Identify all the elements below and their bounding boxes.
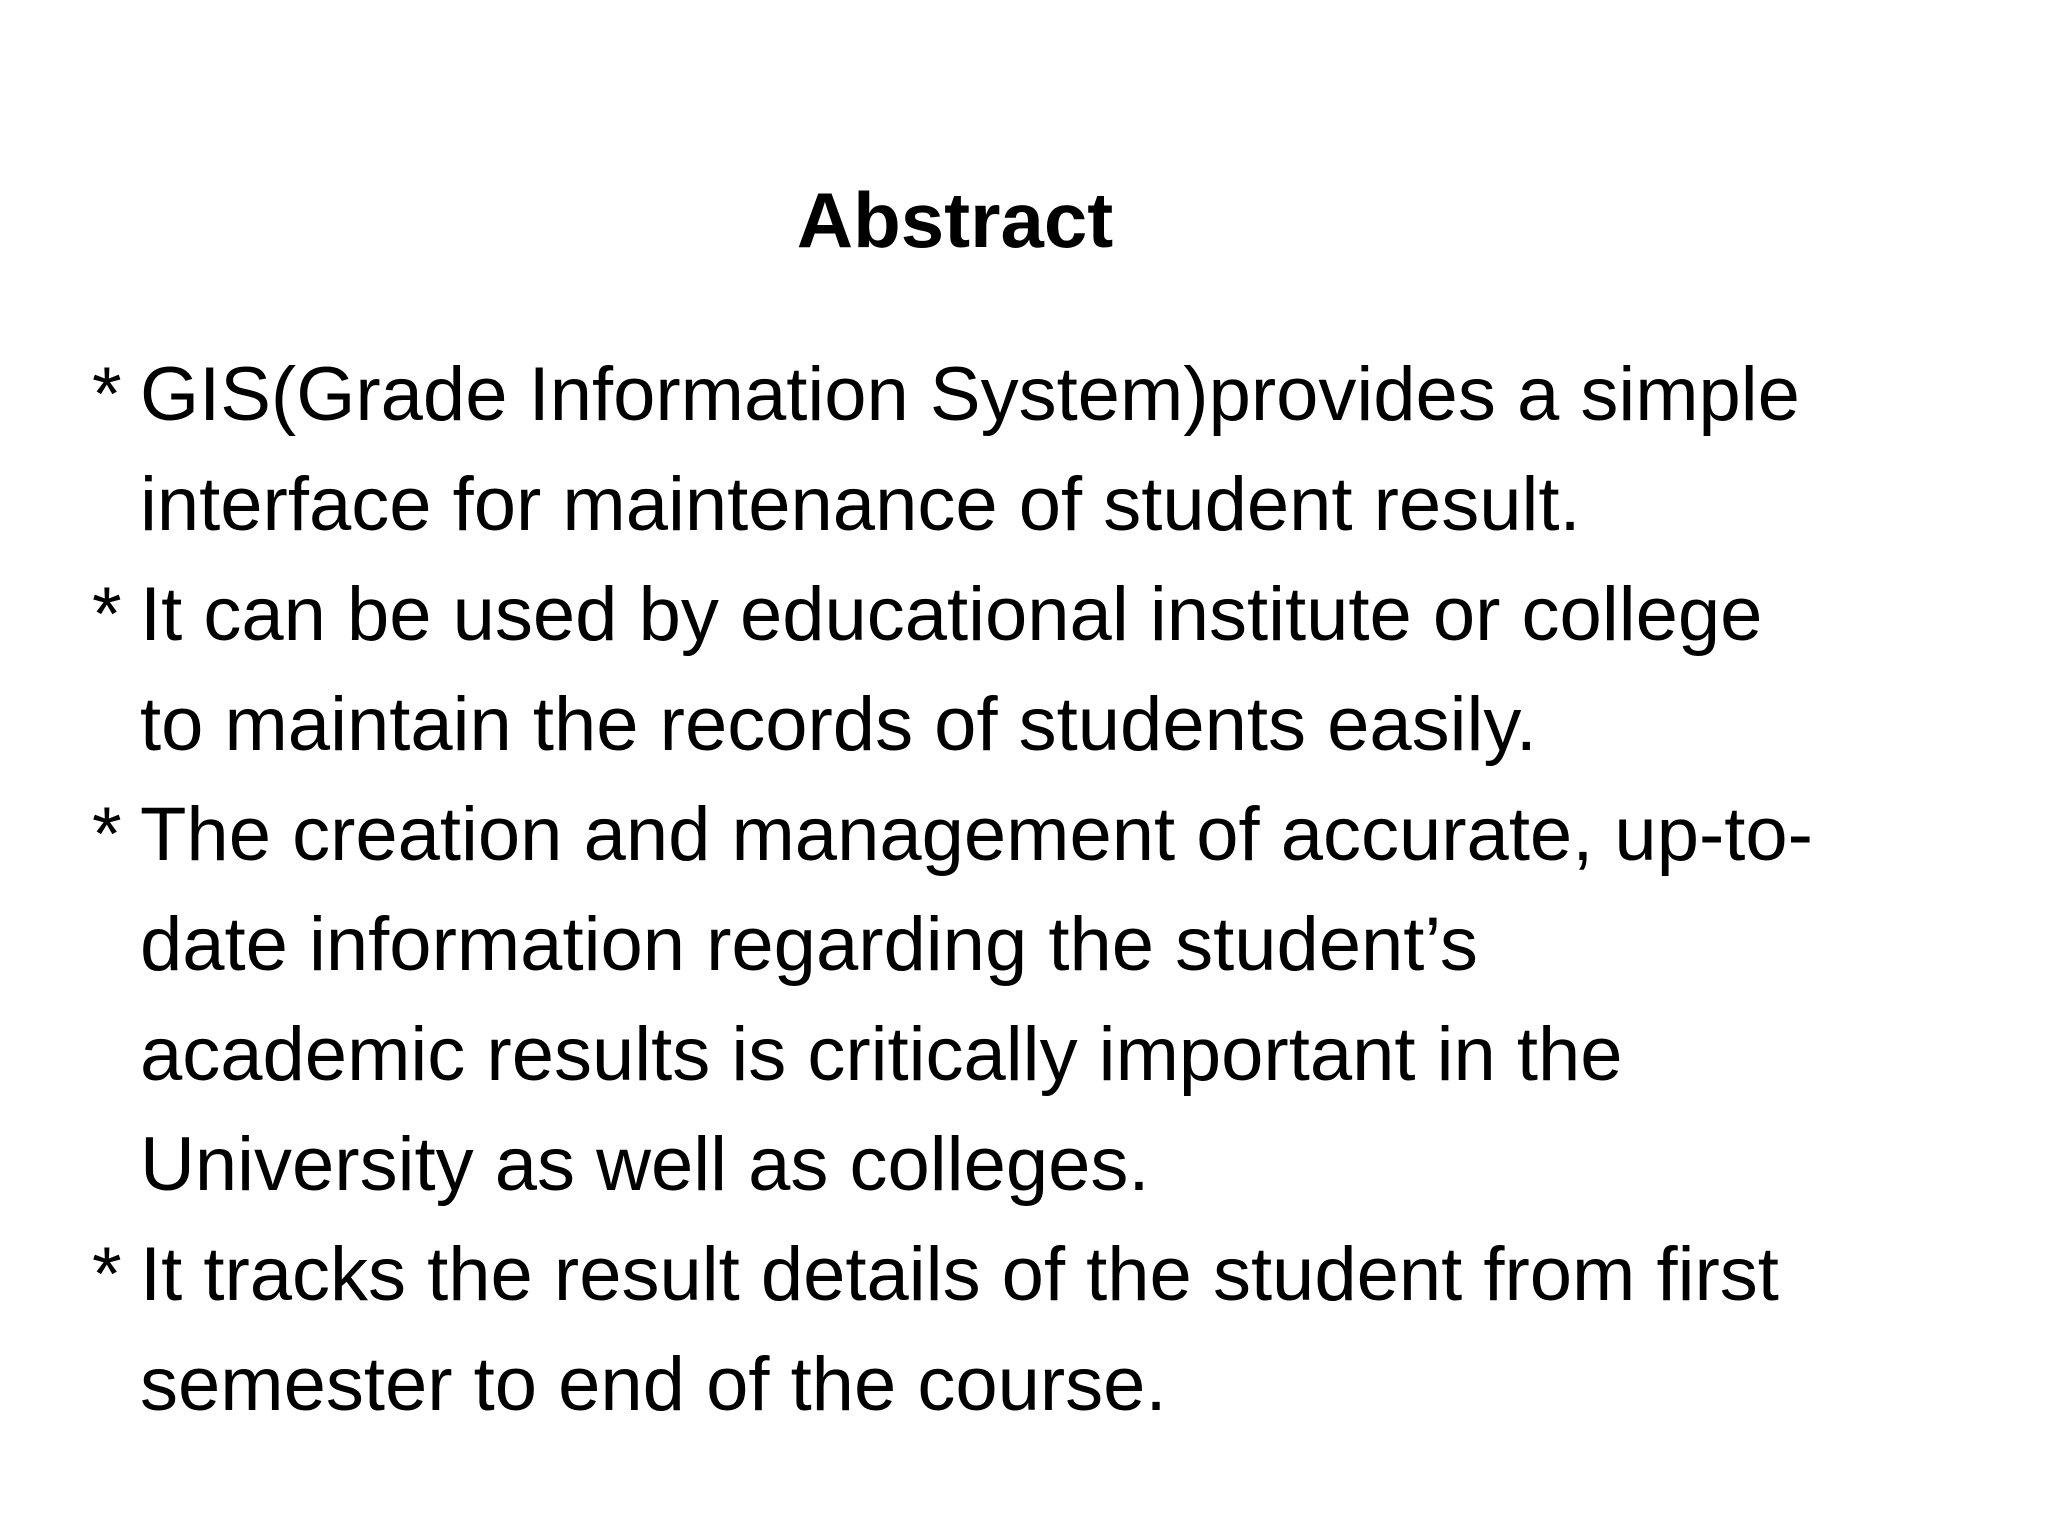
bullet-marker: *: [92, 1232, 122, 1317]
bullet-marker: *: [92, 792, 122, 877]
bullet-line: It tracks the result details of the student from first: [140, 1232, 1779, 1317]
bullet-marker: *: [92, 572, 122, 657]
bullet-line: GIS(Grade Information System)provides a simple: [140, 352, 1800, 437]
bullet-item: [92, 1220, 2022, 1440]
slide-title: Abstract: [796, 176, 1114, 264]
bullet-line: date information regarding the student’s: [140, 902, 1478, 987]
bullet-item: [92, 780, 2022, 1220]
bullet-text: [132, 560, 2000, 780]
bullet-line: interface for maintenance of student result.: [140, 462, 1581, 547]
bullet-item: [92, 560, 2022, 780]
bullet-marker: *: [92, 352, 122, 437]
bullet-line: The creation and management of accurate, up-to-: [140, 792, 1813, 877]
bullet-line: to maintain the records of students easily.: [140, 682, 1537, 767]
bullet-text: [132, 1220, 2000, 1440]
bullet-line: semester to end of the course.: [140, 1342, 1167, 1427]
bullet-line: It can be used by educational institute or college: [140, 572, 1763, 657]
bullet-line: academic results is critically important in the: [140, 1012, 1623, 1097]
bullet-text: [132, 780, 2000, 1220]
bullet-line: University as well as colleges.: [140, 1122, 1150, 1207]
bullet-list: [92, 340, 2022, 1440]
bullet-item: [92, 340, 2022, 560]
bullet-text: [132, 340, 2000, 560]
